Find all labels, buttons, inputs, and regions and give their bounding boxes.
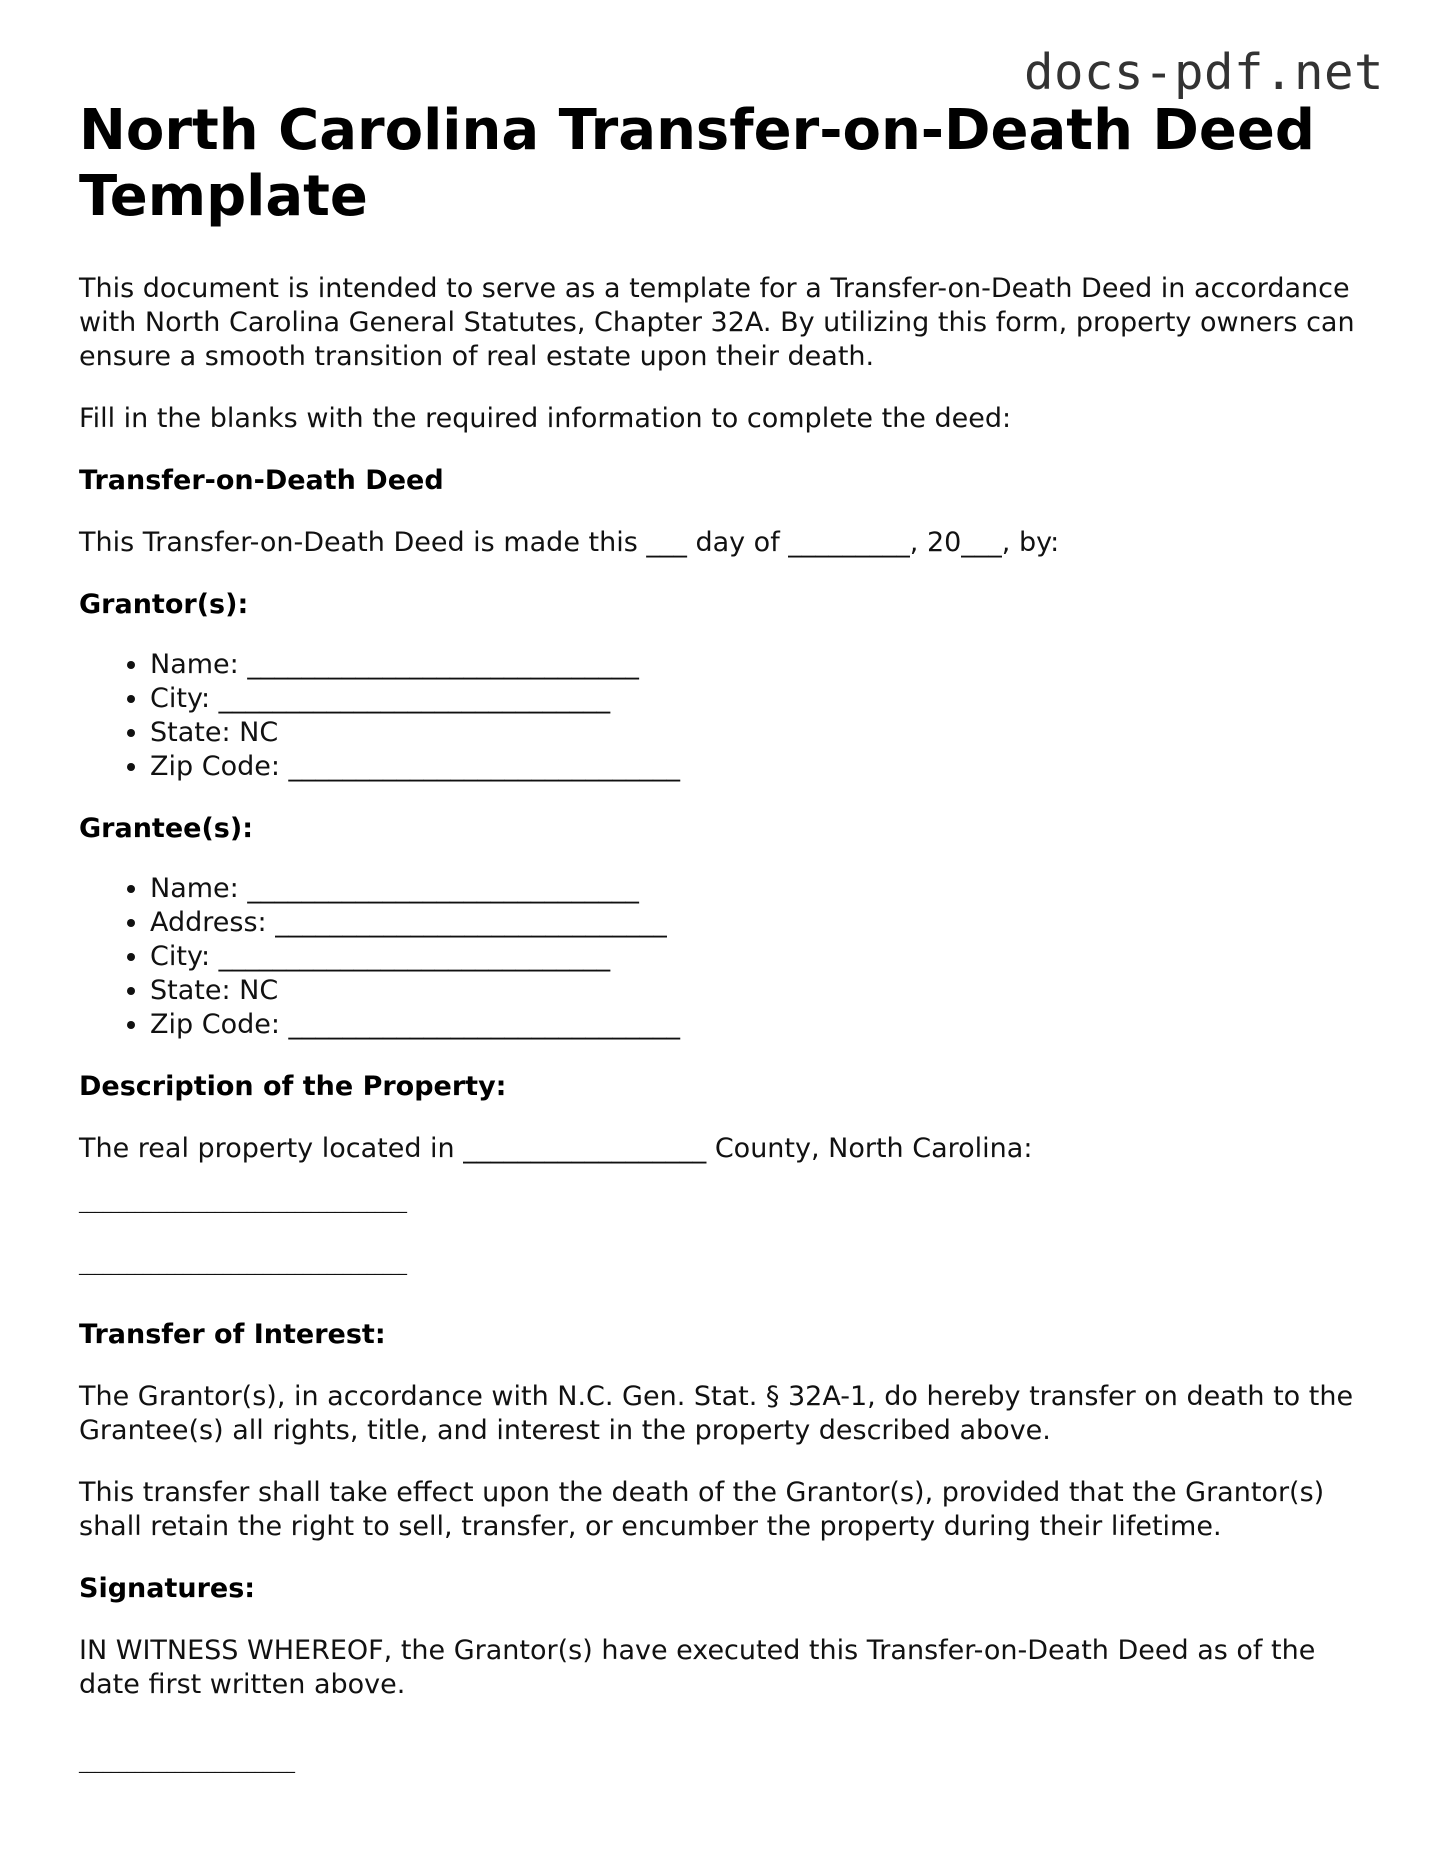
property-location-line: The real property located in __________________ County, North Carolina: (79, 1133, 1033, 1164)
grantee-state-field: • State: NC (150, 974, 1379, 1008)
page-title: North Carolina Transfer-on-Death Deed Template (79, 98, 1315, 229)
witness-paragraph: IN WITNESS WHEREOF, the Grantor(s) have executed this Transfer-on-Death Deed as of the date first written above. (79, 1635, 1316, 1700)
grantor-name-field: • Name: _____________________________ (150, 648, 1379, 682)
grantor-state-field: • State: NC (150, 716, 1379, 750)
transfer-paragraph-2: This transfer shall take effect upon the death of the Grantor(s), provided that the Grantor(s) shall retain the right to sell, transfer, or encumber the property during their lifetime. (79, 1477, 1325, 1542)
grantor-city-field: • City: _____________________________ (150, 682, 1379, 716)
instructions-paragraph: Fill in the blanks with the required information to complete the deed: (79, 403, 1012, 434)
property-description-line-1: _________________________________________ (79, 1194, 407, 1213)
grantor-heading: Grantor(s): (79, 589, 249, 620)
deed-made-line: This Transfer-on-Death Deed is made this ___ day of _________, 20___, by: (79, 527, 1060, 558)
grantee-address-field: • Address: _____________________________ (150, 906, 1379, 940)
grantee-zip-field: • Zip Code: _____________________________ (150, 1008, 1379, 1042)
grantee-city-field: • City: _____________________________ (150, 940, 1379, 974)
transfer-heading: Transfer of Interest: (79, 1319, 386, 1350)
intro-paragraph: This document is intended to serve as a template for a Transfer-on-Death Deed in accordance with North Carolina General Statutes, Chapter 32A. By utilizing this form, property owners can ensure a smooth transition of real estate upon their death. (79, 273, 1355, 372)
property-description-line-2: _________________________________________ (79, 1256, 407, 1275)
property-heading: Description of the Property: (79, 1071, 507, 1102)
grantee-fields (79, 872, 1379, 1042)
document-page (79, 98, 1379, 1773)
grantee-name-field: • Name: _____________________________ (150, 872, 1379, 906)
signature-line: ___________________________ (79, 1754, 295, 1773)
grantee-heading: Grantee(s): (79, 813, 253, 844)
deed-heading: Transfer-on-Death Deed (79, 465, 444, 496)
transfer-paragraph-1: The Grantor(s), in accordance with N.C. Gen. Stat. § 32A-1, do hereby transfer on death to the Grantee(s) all rights, title, and interest in the property described above. (79, 1381, 1354, 1446)
watermark: docs-pdf.net (1023, 44, 1384, 101)
grantor-fields (79, 648, 1379, 784)
signatures-heading: Signatures: (79, 1573, 256, 1604)
grantor-zip-field: • Zip Code: _____________________________ (150, 750, 1379, 784)
